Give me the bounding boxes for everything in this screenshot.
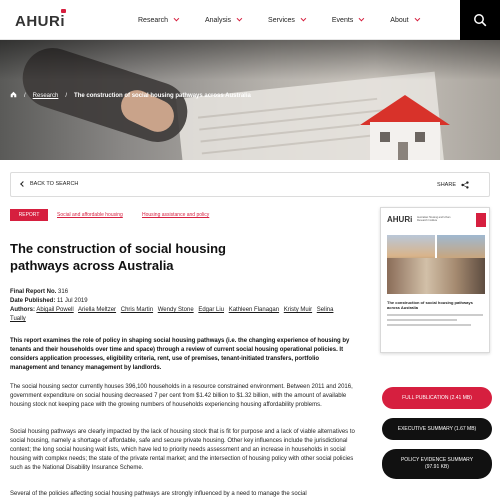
share-button[interactable]: SHARE: [437, 181, 469, 189]
nav-events[interactable]: Events: [332, 0, 370, 40]
topic-link-housing-assistance[interactable]: Housing assistance and policy: [142, 212, 210, 218]
chevron-down-icon: [359, 16, 365, 22]
author-link[interactable]: Chris Martin: [120, 307, 154, 313]
house-roof: [360, 95, 450, 125]
report-summary: This report examines the role of policy in shaping social housing pathways (i.e. the changing experience of housing by tenants and their households over time and space) through a review of current social housing operational policies. It considers application processes, eligibility criteria, rent, use of premises, tenant-initiated transfers, portfolio management and tenancy management by landlords.: [10, 338, 350, 371]
share-icon: [461, 181, 469, 189]
cover-title: The construction of social housing pathways across Australia: [387, 300, 473, 310]
cover-org: Australian Housing and Urban Research Institute: [417, 216, 451, 222]
breadcrumb-current: The construction of social housing pathways across Australia: [74, 92, 251, 99]
chevron-down-icon: [237, 16, 243, 22]
report-type-badge: REPORT: [10, 209, 48, 221]
chevron-down-icon: [414, 16, 420, 22]
author-link[interactable]: Abigail Powell: [36, 307, 74, 313]
action-bar: [10, 172, 490, 197]
date-published: 11 Jul 2019: [57, 298, 88, 304]
ahuri-logo[interactable]: AHURi: [15, 12, 65, 30]
body-paragraph-3: Several of the policies affecting social housing pathways are strongly influenced by a need to manage the social: [10, 491, 307, 497]
author-link[interactable]: Wendy Stone: [157, 307, 194, 313]
search-button[interactable]: [460, 0, 500, 40]
nav-analysis[interactable]: Analysis: [205, 0, 248, 40]
topic-link-social-affordable[interactable]: Social and affordable housing: [57, 212, 123, 218]
nav-about[interactable]: About: [390, 0, 425, 40]
chevron-down-icon: [300, 16, 306, 22]
main-nav: [138, 0, 446, 40]
nav-services[interactable]: Services: [268, 0, 312, 40]
authors-list: Authors: Abigail Powell Ariella Meltzer Chris Martin Wendy Stone Edgar Liu Kathleen Flanagan Kristy Muir Selina Tually: [10, 307, 334, 322]
breadcrumb: / Research / The construction of social housing pathways across Australia: [10, 91, 258, 100]
report-cover-thumbnail[interactable]: [380, 207, 490, 353]
search-icon: [473, 13, 487, 27]
site-header: [0, 0, 500, 40]
home-icon[interactable]: [10, 91, 17, 100]
body-paragraph-2: Social housing pathways are clearly impacted by the lack of housing stock that is fit for purpose and a lack of viable alternatives to social housing, namely a shortage of affordable, safe and secure private housing. Other key influences include the jurisdictional context; the long social housing wait lists, which have led to priority needs assessment and an increase in households in social housing with complex needs; the state of the private rental market; and the intersection of housing policy with other social policies such as the National Disability Insurance Scheme.: [10, 429, 355, 471]
download-policy-evidence-button[interactable]: POLICY EVIDENCE SUMMARY (97.91 KB): [382, 449, 492, 479]
download-executive-summary-button[interactable]: EXECUTIVE SUMMARY (1.67 MB): [382, 418, 492, 440]
hero-image: [0, 40, 500, 160]
author-link[interactable]: Kathleen Flanagan: [228, 307, 280, 313]
author-link[interactable]: Edgar Liu: [198, 307, 225, 313]
cover-photo-people: [387, 258, 485, 294]
cover-accent: [476, 213, 486, 227]
author-link[interactable]: Selina Tually: [10, 307, 334, 322]
back-to-search-link[interactable]: BACK TO SEARCH: [21, 181, 78, 187]
nav-research[interactable]: Research: [138, 0, 185, 40]
chevron-down-icon: [174, 16, 180, 22]
report-meta: Final Report No. 316 Date Published: 11 Jul 2019 Authors: Abigail Powell Ariella Meltzer Chris Martin Wendy Stone Edgar Liu Kathleen Flanagan Kristy Muir Selina Tually: [10, 288, 350, 324]
final-report-number: 316: [58, 289, 69, 295]
download-full-publication-button[interactable]: FULL PUBLICATION (2.41 MB): [382, 387, 492, 409]
chevron-left-icon: [20, 181, 26, 187]
page-title: The construction of social housing pathways across Australia: [10, 241, 226, 273]
cover-logo: AHURi: [387, 215, 413, 224]
house-model: [370, 122, 440, 160]
author-link[interactable]: Kristy Muir: [283, 307, 313, 313]
breadcrumb-research[interactable]: Research: [32, 92, 59, 99]
author-link[interactable]: Ariella Meltzer: [78, 307, 117, 313]
body-paragraph-1: The social housing sector currently houses 396,100 households in a resource constrained environment. Between 2011 and 2016, government expenditure on social housing decreased 7 per cent from $1.42 billion to $1.32 billion, with the amount of available housing stock not keeping pace with the growing numbers of households experiencing housing affordability problems.: [10, 384, 353, 408]
